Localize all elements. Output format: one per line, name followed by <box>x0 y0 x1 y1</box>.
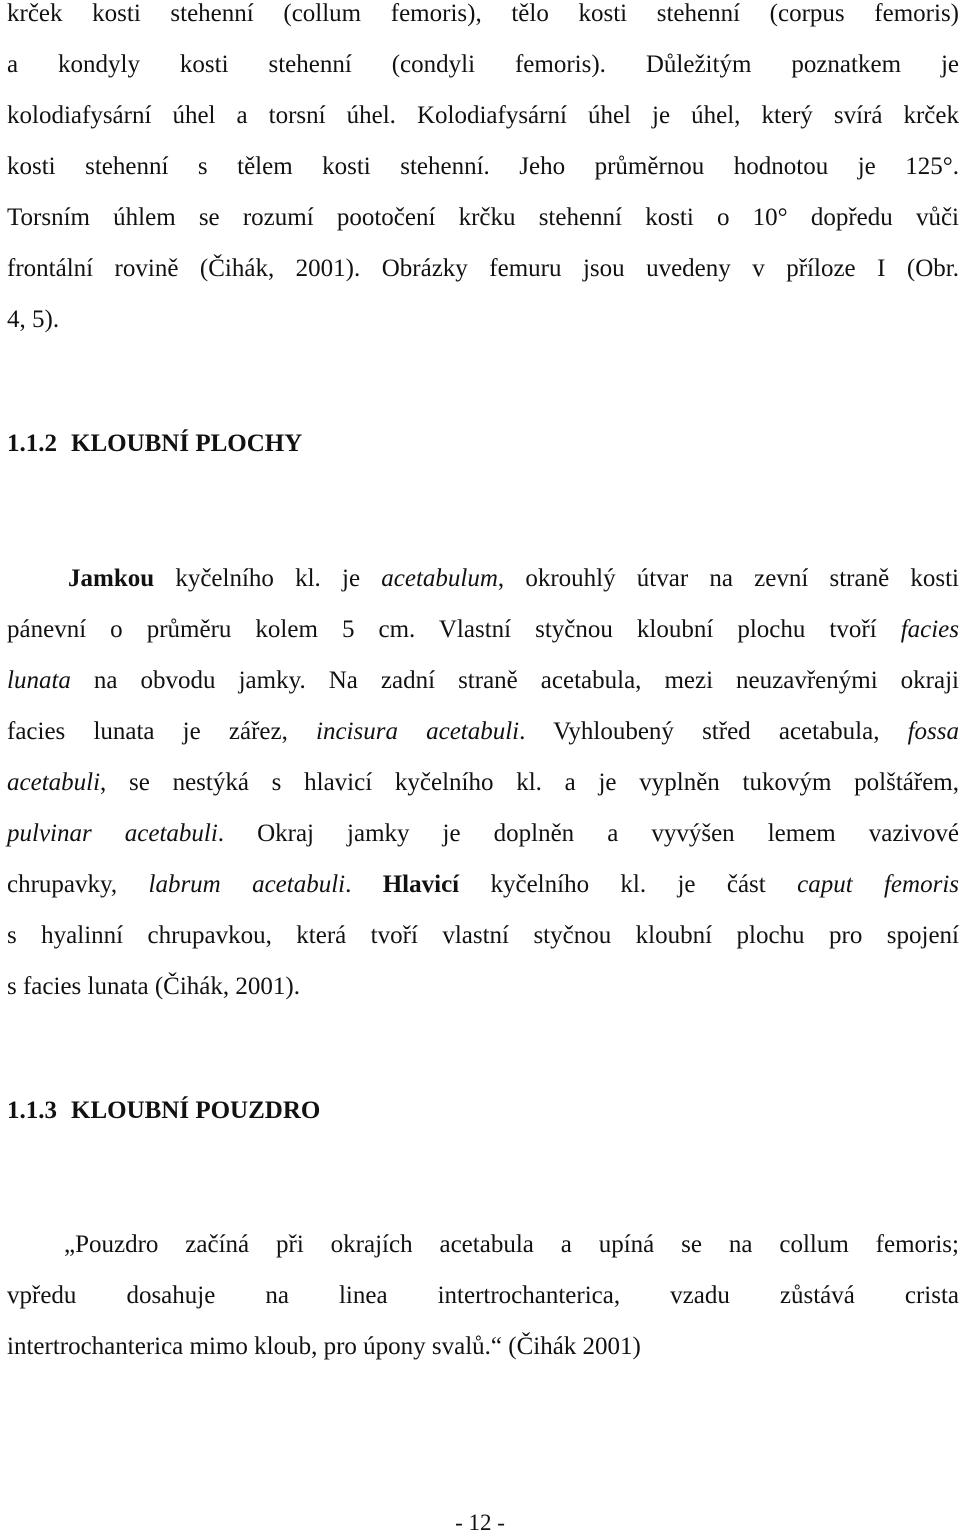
latin-term: facies <box>900 616 960 643</box>
paragraph-joint-surfaces <box>7 553 959 1012</box>
text-line: 4, 5). <box>7 306 60 333</box>
text-line <box>7 706 959 757</box>
text-line: kolodiafysární úhel a torsní úhel. Kolodiafysární úhel je úhel, který svírá krček <box>7 102 959 129</box>
paragraph-femur-angles <box>7 0 959 345</box>
text-line: kosti stehenní s tělem kosti stehenní. Jeho průměrnou hodnotou je 125°. <box>7 153 959 180</box>
text-line <box>7 859 959 910</box>
text-run: kyčelního kl. je část <box>459 871 798 898</box>
section-title: KLOUBNÍ PLOCHY <box>71 430 303 457</box>
page-number: - 12 - <box>455 1510 505 1535</box>
text-line: a kondyly kosti stehenní (condyli femoris). Důležitým poznatkem je <box>7 51 959 78</box>
text-run: facies lunata je zářez, <box>7 718 316 745</box>
text-run: . Vyhloubený střed acetabula, <box>519 718 908 745</box>
text-line <box>7 553 959 604</box>
text-line: intertrochanterica mimo kloub, pro úpony svalů.“ (Čihák 2001) <box>7 1333 641 1360</box>
paragraph-quote <box>7 1219 959 1372</box>
text-line: s facies lunata (Čihák, 2001). <box>7 973 300 1000</box>
latin-term: acetabuli <box>7 769 101 796</box>
section-number: 1.1.2 <box>7 430 57 457</box>
section-heading-kloubni-pouzdro <box>7 1094 320 1128</box>
text-run: , okrouhlý útvar na zevní straně kosti <box>497 565 959 592</box>
latin-term: pulvinar acetabuli <box>7 820 218 847</box>
text-line: krček kosti stehenní (collum femoris), tělo kosti stehenní (corpus femoris) <box>7 0 959 27</box>
text-run: kyčelního kl. je <box>154 565 382 592</box>
text-line: vpředu dosahuje na linea intertrochanterica, vzadu zůstává crista <box>7 1282 959 1309</box>
text-run: , se nestýká s hlavicí kyčelního kl. a je vyplněn tukovým polštářem, <box>100 769 959 796</box>
latin-term: labrum acetabuli <box>148 871 346 898</box>
section-heading-kloubni-plochy <box>7 427 302 461</box>
text-line <box>7 757 959 808</box>
latin-term: caput femoris <box>797 871 959 898</box>
text-run: chrupavky, <box>7 871 149 898</box>
text-run: pánevní o průměru kolem 5 cm. Vlastní styčnou kloubní plochu tvoří <box>7 616 877 643</box>
text-line <box>7 604 959 655</box>
text-run: . <box>345 871 383 898</box>
bold-term: Hlavicí <box>382 871 460 898</box>
text-run: na obvodu jamky. Na zadní straně acetabula, mezi neuzavřenými okraji <box>70 667 959 694</box>
latin-term: lunata <box>7 667 71 694</box>
text-line: Torsním úhlem se rozumí pootočení krčku stehenní kosti o 10° dopředu vůči <box>7 204 959 231</box>
section-title: KLOUBNÍ POUZDRO <box>71 1097 321 1124</box>
text-line <box>7 655 959 706</box>
text-line: „Pouzdro začíná při okrajích acetabula a upíná se na collum femoris; <box>64 1231 959 1258</box>
latin-term: incisura acetabuli <box>316 718 520 745</box>
text-line <box>7 808 959 859</box>
section-number: 1.1.3 <box>7 1097 57 1124</box>
bold-term: Jamkou <box>68 565 155 592</box>
latin-term: acetabulum <box>381 565 498 592</box>
text-line: frontální rovině (Čihák, 2001). Obrázky femuru jsou uvedeny v příloze I (Obr. <box>7 255 959 282</box>
latin-term: fossa <box>907 718 960 745</box>
text-line: s hyalinní chrupavkou, která tvoří vlastní styčnou kloubní plochu pro spojení <box>7 922 959 949</box>
text-run: . Okraj jamky je doplněn a vyvýšen lemem vazivové <box>217 820 960 847</box>
